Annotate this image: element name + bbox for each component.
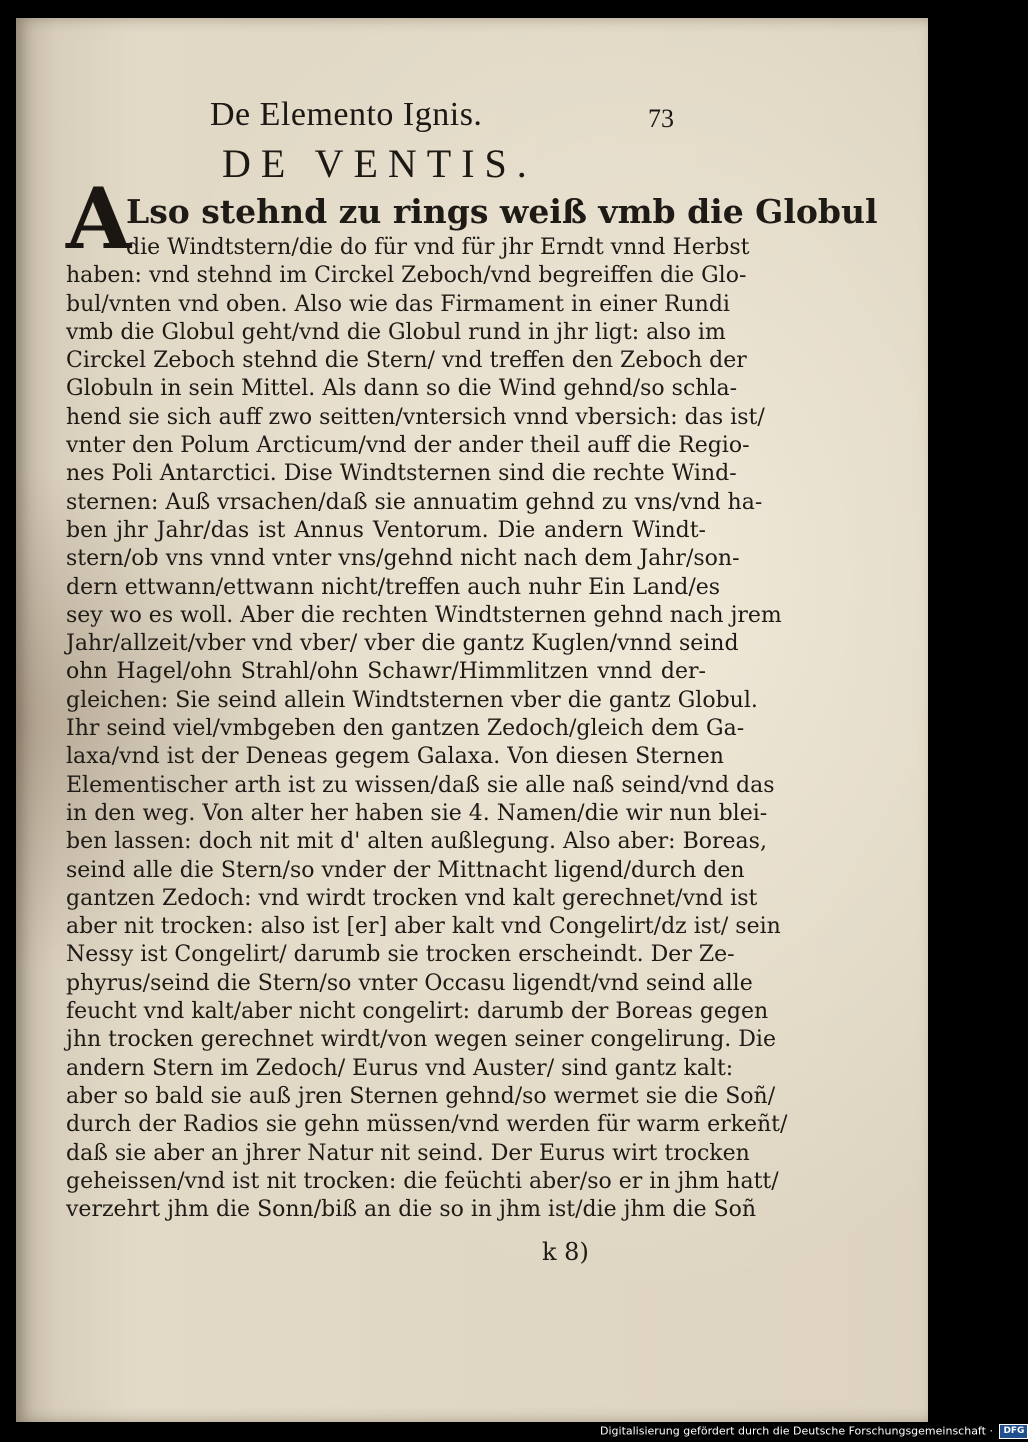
text-line: vnter den Polum Arcticum/vnd der ander theil auff die Regio- xyxy=(66,433,750,459)
credit-separator: · xyxy=(989,1424,993,1438)
text-line: stern/ob vns vnnd vnter vns/gehnd nicht nach dem Jahr/son- xyxy=(66,546,740,572)
text-line: ben lassen: doch nit mit d' alten außlegung. Also aber: Boreas, xyxy=(66,829,767,855)
text-line: ohn Hagel/ohn Strahl/ohn Schawr/Himmlitzen vnnd der- xyxy=(66,659,706,685)
text-line: Circkel Zeboch stehnd die Stern/ vnd treffen den Zeboch der xyxy=(66,348,747,374)
text-line: andern Stern im Zedoch/ Eurus vnd Auster/ sind gantz kalt: xyxy=(66,1055,734,1081)
text-line: hend sie sich auff zwo seitten/vntersich vnnd vbersich: das ist/ xyxy=(66,404,765,430)
text-line: Lso stehnd zu rings weiß vmb die Globul xyxy=(126,192,878,231)
text-line: sey wo es woll. Aber die rechten Windtsternen gehnd nach jrem xyxy=(66,602,782,628)
text-line: in den weg. Von alter her haben sie 4. Namen/die wir nun blei- xyxy=(66,800,768,826)
text-line: nes Poli Antarctici. Dise Windtsternen sind die rechte Wind- xyxy=(66,461,737,487)
running-title: De Elemento Ignis. xyxy=(210,96,483,133)
text-line: sternen: Auß vrsachen/daß sie annuatim gehnd zu vns/vnd ha- xyxy=(66,489,763,515)
dfg-logo: DFG xyxy=(999,1424,1028,1439)
text-line: vmb die Globul geht/vnd die Globul rund in jhr ligt: also im xyxy=(66,319,726,345)
signature-mark: k 8) xyxy=(542,1238,589,1266)
text-line: verzehrt jhm die Sonn/biß an die so in jhm ist/die jhm die Soñ xyxy=(66,1197,757,1223)
page-number: 73 xyxy=(648,104,674,133)
text-line: aber nit trocken: also ist [er] aber kalt vnd Congelirt/dz ist/ sein xyxy=(66,914,781,940)
text-line: aber so bald sie auß jren Sternen gehnd/so wermet sie die Soñ/ xyxy=(66,1083,776,1109)
text-line: Nessy ist Congelirt/ darumb sie trocken erscheindt. Der Ze- xyxy=(66,942,735,968)
text-line: geheissen/vnd ist nit trocken: die feüchti aber/so er in jhm hatt/ xyxy=(66,1168,779,1194)
text-line: gleichen: Sie seind allein Windtsternen vber die gantz Globul. xyxy=(66,687,758,713)
text-line: bul/vnten vnd oben. Also wie das Firmament in einer Rundi xyxy=(66,291,730,317)
credit-text: Digitalisierung gefördert durch die Deutsche Forschungsgemeinschaft xyxy=(600,1424,986,1438)
text-line: haben: vnd stehnd im Circkel Zeboch/vnd begreiffen die Glo- xyxy=(66,263,747,289)
text-line: Globuln in sein Mittel. Als dann so die Wind gehnd/so schla- xyxy=(66,376,738,402)
scan-frame xyxy=(6,6,994,1422)
text-line: laxa/vnd ist der Deneas gegem Galaxa. Von diesen Sternen xyxy=(66,744,724,770)
text-line: jhn trocken gerechnet wirdt/von wegen seiner congelirung. Die xyxy=(66,1027,776,1053)
book-page xyxy=(16,18,928,1422)
section-title: DE VENTIS. xyxy=(222,141,537,186)
text-line: seind alle die Stern/so vnder der Mittnacht ligend/durch den xyxy=(66,857,745,883)
text-line: feucht vnd kalt/aber nicht congelirt: darumb der Boreas gegen xyxy=(66,999,769,1025)
text-line: Elementischer arth ist zu wissen/daß sie alle naß seind/vnd das xyxy=(66,772,775,798)
text-line: Jahr/allzeit/vber vnd vber/ vber die gantz Kuglen/vnnd seind xyxy=(66,631,739,657)
body-text xyxy=(66,190,878,1224)
text-line: daß sie aber an jhrer Natur nit seind. Der Eurus wirt trocken xyxy=(66,1140,750,1166)
text-line: Ihr seind viel/vmbgeben den gantzen Zedoch/gleich dem Ga- xyxy=(66,716,745,742)
text-line: ben jhr Jahr/das ist Annus Ventorum. Die andern Windt- xyxy=(66,517,706,543)
text-line: phyrus/seind die Stern/so vnter Occasu ligendt/vnd seind alle xyxy=(66,970,753,996)
text-line: gantzen Zedoch: vnd wirdt trocken vnd kalt gerechnet/vnd ist xyxy=(66,885,758,911)
text-line: die Windtstern/die do für vnd für jhr Erndt vnnd Herbst xyxy=(126,235,750,260)
digitization-credit xyxy=(600,1424,1025,1440)
drop-cap-initial: A xyxy=(66,169,132,268)
text-line: durch der Radios sie gehn müssen/vnd werden für warm erkeñt/ xyxy=(66,1112,788,1138)
page-content xyxy=(16,18,928,1422)
text-line: dern ettwann/ettwann nicht/treffen auch nuhr Ein Land/es xyxy=(66,574,721,600)
